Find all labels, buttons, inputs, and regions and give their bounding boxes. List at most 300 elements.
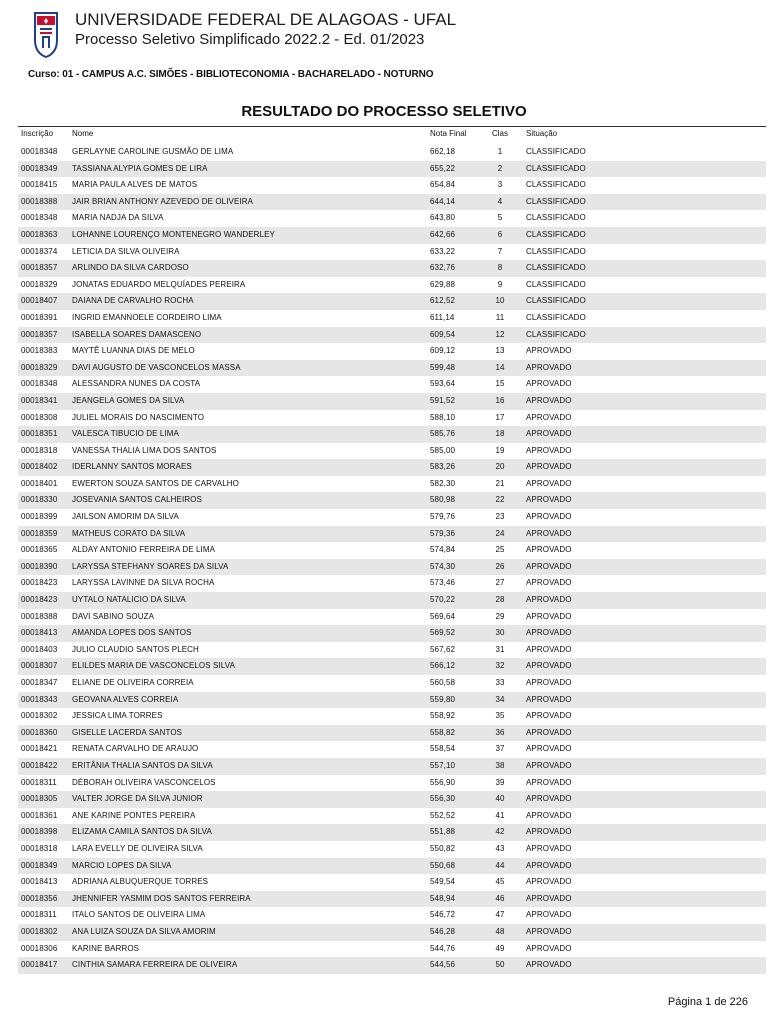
cell-inscricao: 00018388 [21, 196, 58, 206]
table-row [18, 343, 766, 360]
cell-clas: 31 [495, 644, 505, 654]
cell-nota: 569,52 [430, 628, 456, 638]
table-row [18, 658, 766, 675]
col-situacao: Situação [526, 129, 558, 138]
table-row [18, 260, 766, 277]
cell-situacao: APROVADO [526, 478, 572, 488]
cell-nome: ARLINDO DA SILVA CARDOSO [72, 263, 189, 273]
cell-clas: 32 [495, 661, 505, 671]
cell-inscricao: 00018330 [21, 495, 58, 505]
cell-nome: INGRID EMANNOELE CORDEIRO LIMA [72, 312, 222, 322]
cell-inscricao: 00018357 [21, 329, 58, 339]
cell-nota: 585,76 [430, 429, 456, 439]
cell-nome: ELIANE DE OLIVEIRA CORREIA [72, 678, 194, 687]
cell-nome: KARINE BARROS [72, 943, 140, 953]
cell-inscricao: 00018307 [21, 661, 58, 671]
table-row [18, 791, 766, 808]
table-row [18, 874, 766, 891]
cell-situacao: APROVADO [526, 429, 572, 439]
cell-inscricao: 00018318 [21, 445, 58, 455]
cell-nome: TASSIANA ALYPIA GOMES DE LIRA [72, 163, 208, 173]
cell-situacao: APROVADO [526, 843, 572, 853]
cell-clas: 24 [495, 528, 505, 538]
cell-nome: LOHANNE LOURENÇO MONTENEGRO WANDERLEY [72, 229, 275, 239]
cell-situacao: APROVADO [526, 860, 572, 870]
cell-nota: 580,98 [430, 495, 456, 505]
cell-nome: ALESSANDRA NUNES DA COSTA [72, 379, 201, 389]
cell-inscricao: 00018329 [21, 362, 58, 372]
cell-clas: 22 [495, 495, 505, 505]
cell-nota: 544,76 [430, 943, 456, 953]
cell-nota: 558,92 [430, 711, 456, 721]
cell-clas: 9 [497, 279, 503, 289]
cell-inscricao: 00018348 [21, 379, 58, 389]
result-title: RESULTADO DO PROCESSO SELETIVO [241, 103, 527, 120]
cell-inscricao: 00018347 [21, 678, 58, 687]
cell-inscricao: 00018343 [21, 694, 58, 704]
cell-situacao: CLASSIFICADO [526, 147, 586, 156]
cell-situacao: APROVADO [526, 926, 572, 936]
cell-inscricao: 00018348 [21, 213, 58, 223]
cell-situacao: APROVADO [526, 362, 572, 372]
cell-inscricao: 00018359 [21, 528, 58, 538]
cell-nota: 558,54 [430, 744, 456, 754]
cell-clas: 45 [495, 877, 505, 887]
cell-clas: 42 [495, 827, 505, 837]
cell-nome: UYTALO NATALICIO DA SILVA [72, 595, 186, 605]
table-row [18, 559, 766, 576]
cell-nome: DÉBORAH OLIVEIRA VASCONCELOS [72, 777, 216, 787]
cell-clas: 18 [495, 429, 505, 439]
cell-situacao: APROVADO [526, 910, 572, 920]
cell-nota: 642,66 [430, 229, 456, 239]
table-row [18, 360, 766, 377]
cell-situacao: CLASSIFICADO [526, 180, 586, 190]
cell-nota: 567,62 [430, 644, 456, 654]
table-row [18, 161, 766, 178]
cell-clas: 13 [495, 346, 505, 356]
cell-nome: ISABELLA SOARES DAMASCENO [72, 329, 202, 339]
cell-clas: 7 [497, 246, 503, 256]
cell-inscricao: 00018391 [21, 312, 58, 322]
cell-inscricao: 00018348 [21, 147, 58, 156]
cell-nome: MATHEUS CORATO DA SILVA [72, 528, 186, 538]
col-inscricao: Inscrição [21, 129, 54, 138]
cell-inscricao: 00018403 [21, 644, 58, 654]
table-row [18, 907, 766, 924]
cell-situacao: CLASSIFICADO [526, 229, 586, 239]
table-row [18, 410, 766, 427]
cell-nome: JONATAS EDUARDO MELQUÍADES PEREIRA [72, 279, 246, 289]
cell-clas: 37 [495, 744, 505, 754]
cell-situacao: CLASSIFICADO [526, 279, 586, 289]
table-row [18, 891, 766, 908]
cell-nota: 583,26 [430, 462, 456, 472]
col-nome: Nome [72, 129, 94, 138]
cell-nota: 574,84 [430, 545, 456, 555]
cell-situacao: APROVADO [526, 578, 572, 588]
cell-nome: ITALO SANTOS DE OLIVEIRA LIMA [72, 910, 206, 920]
cell-inscricao: 00018360 [21, 727, 58, 737]
cell-situacao: APROVADO [526, 678, 572, 687]
header-titles [75, 10, 456, 49]
cell-inscricao: 00018423 [21, 595, 58, 605]
cell-inscricao: 00018390 [21, 561, 58, 571]
cell-nota: 557,10 [430, 760, 456, 770]
table-row [18, 194, 766, 211]
cell-clas: 8 [497, 263, 503, 273]
cell-nota: 612,52 [430, 296, 456, 306]
cell-situacao: APROVADO [526, 744, 572, 754]
table-row [18, 708, 766, 725]
cell-nome: ANA LUIZA SOUZA DA SILVA AMORIM [72, 926, 216, 936]
cell-inscricao: 00018402 [21, 462, 58, 472]
cell-inscricao: 00018341 [21, 395, 58, 405]
cell-nome: CINTHIA SAMARA FERREIRA DE OLIVEIRA [72, 960, 238, 970]
cell-nota: 654,84 [430, 180, 456, 190]
cell-clas: 28 [495, 595, 505, 605]
cell-clas: 23 [495, 512, 505, 522]
cell-inscricao: 00018361 [21, 810, 58, 820]
cell-inscricao: 00018356 [21, 893, 58, 903]
cell-situacao: APROVADO [526, 495, 572, 505]
cell-inscricao: 00018399 [21, 512, 58, 522]
cell-clas: 19 [495, 445, 505, 455]
cell-clas: 47 [495, 910, 505, 920]
table-header [18, 127, 766, 142]
table-row [18, 675, 766, 692]
cell-situacao: APROVADO [526, 628, 572, 638]
cell-nome: ERITÂNIA THALIA SANTOS DA SILVA [72, 760, 213, 770]
cell-inscricao: 00018306 [21, 943, 58, 953]
cell-nota: 550,68 [430, 860, 456, 870]
cell-inscricao: 00018363 [21, 229, 58, 239]
cell-situacao: CLASSIFICADO [526, 312, 586, 322]
cell-situacao: APROVADO [526, 694, 572, 704]
cell-nome: LARYSSA STEFHANY SOARES DA SILVA [72, 561, 229, 571]
cell-clas: 44 [495, 860, 505, 870]
cell-inscricao: 00018302 [21, 711, 58, 721]
cell-clas: 39 [495, 777, 505, 787]
cell-nome: MARIA PAULA ALVES DE MATOS [72, 180, 198, 190]
cell-nome: LETICIA DA SILVA OLIVEIRA [72, 246, 180, 256]
cell-inscricao: 00018365 [21, 545, 58, 555]
cell-situacao: CLASSIFICADO [526, 329, 586, 339]
cell-nota: 633,22 [430, 246, 456, 256]
cell-nome: VANESSA THALIA LIMA DOS SANTOS [72, 445, 217, 455]
cell-nota: 566,12 [430, 661, 456, 671]
table-row [18, 941, 766, 958]
table-row [18, 957, 766, 974]
cell-inscricao: 00018398 [21, 827, 58, 837]
cell-situacao: APROVADO [526, 760, 572, 770]
table-row [18, 642, 766, 659]
cell-inscricao: 00018413 [21, 877, 58, 887]
cell-nota: 582,30 [430, 478, 456, 488]
cell-clas: 2 [497, 163, 503, 173]
cell-nota: 643,80 [430, 213, 456, 223]
cell-nota: 599,48 [430, 362, 456, 372]
table-row [18, 808, 766, 825]
cell-clas: 36 [495, 727, 505, 737]
cell-clas: 34 [495, 694, 505, 704]
cell-clas: 38 [495, 760, 505, 770]
cell-clas: 43 [495, 843, 505, 853]
cell-nota: 552,52 [430, 810, 456, 820]
cell-situacao: APROVADO [526, 810, 572, 820]
cell-clas: 25 [495, 545, 505, 555]
cell-clas: 5 [497, 213, 503, 223]
table-row [18, 277, 766, 294]
cell-nome: DAVI SABINO SOUZA [72, 611, 155, 621]
table-row [18, 924, 766, 941]
cell-nome: DAVI AUGUSTO DE VASCONCELOS MASSA [72, 362, 241, 372]
cell-clas: 3 [497, 180, 503, 190]
table-row [18, 741, 766, 758]
cell-inscricao: 00018383 [21, 346, 58, 356]
cell-nota: 546,72 [430, 910, 456, 920]
cell-situacao: APROVADO [526, 960, 572, 970]
table-row [18, 725, 766, 742]
cell-situacao: APROVADO [526, 346, 572, 356]
table-row [18, 841, 766, 858]
table-row [18, 376, 766, 393]
cell-nome: JESSICA LIMA TORRES [72, 711, 163, 721]
cell-situacao: APROVADO [526, 545, 572, 555]
cell-inscricao: 00018401 [21, 478, 58, 488]
cell-nome: JEANGELA GOMES DA SILVA [72, 395, 185, 405]
cell-situacao: APROVADO [526, 661, 572, 671]
cell-nome: JOSEVANIA SANTOS CALHEIROS [72, 495, 202, 505]
cell-nome: JAIR BRIAN ANTHONY AZEVEDO DE OLIVEIRA [72, 196, 254, 206]
cell-clas: 40 [495, 794, 505, 804]
course-line: Curso: 01 - CAMPUS A.C. SIMÕES - BIBLIOTECONOMIA - BACHARELADO - NOTURNO [28, 69, 434, 80]
table-row [18, 592, 766, 609]
university-name: UNIVERSIDADE FEDERAL DE ALAGOAS - UFAL [75, 10, 457, 29]
cell-inscricao: 00018413 [21, 628, 58, 638]
cell-nota: 558,82 [430, 727, 456, 737]
table-row [18, 459, 766, 476]
cell-nota: 569,64 [430, 611, 456, 621]
cell-nota: 629,88 [430, 279, 456, 289]
cell-nome: ADRIANA ALBUQUERQUE TORRES [72, 877, 209, 887]
cell-clas: 27 [495, 578, 505, 588]
cell-nome: ELIZAMA CAMILA SANTOS DA SILVA [72, 827, 212, 837]
cell-situacao: APROVADO [526, 561, 572, 571]
cell-nota: 632,76 [430, 263, 456, 273]
cell-clas: 21 [495, 478, 505, 488]
cell-situacao: APROVADO [526, 877, 572, 887]
table-row [18, 426, 766, 443]
cell-inscricao: 00018308 [21, 412, 58, 422]
cell-inscricao: 00018421 [21, 744, 58, 754]
cell-nome: GEOVANA ALVES CORREIA [72, 694, 179, 704]
cell-inscricao: 00018388 [21, 611, 58, 621]
cell-clas: 30 [495, 628, 505, 638]
table-row [18, 542, 766, 559]
cell-clas: 35 [495, 711, 505, 721]
cell-nota: 549,54 [430, 877, 456, 887]
table-row [18, 327, 766, 344]
table-row [18, 393, 766, 410]
cell-nota: 588,10 [430, 412, 456, 422]
cell-nota: 548,94 [430, 893, 456, 903]
table-row [18, 775, 766, 792]
cell-situacao: APROVADO [526, 595, 572, 605]
cell-nota: 550,82 [430, 843, 456, 853]
cell-nota: 609,54 [430, 329, 456, 339]
cell-clas: 48 [495, 926, 505, 936]
cell-clas: 15 [495, 379, 505, 389]
cell-nota: 662,18 [430, 147, 456, 156]
cell-situacao: APROVADO [526, 943, 572, 953]
table-row [18, 758, 766, 775]
cell-situacao: APROVADO [526, 412, 572, 422]
col-clas: Clas [491, 129, 508, 138]
cell-nome: GERLAYNE CAROLINE GUSMÃO DE LIMA [72, 147, 234, 156]
cell-nota: 544,56 [430, 960, 456, 970]
table-row [18, 526, 766, 543]
cell-situacao: APROVADO [526, 827, 572, 837]
cell-situacao: APROVADO [526, 727, 572, 737]
table-row [18, 509, 766, 526]
cell-nome: IDERLANNY SANTOS MORAES [72, 462, 192, 472]
table-row [18, 575, 766, 592]
cell-clas: 26 [495, 561, 505, 571]
cell-nota: 644,14 [430, 196, 456, 206]
cell-inscricao: 00018329 [21, 279, 58, 289]
cell-clas: 11 [495, 312, 505, 322]
cell-nome: MAYTÊ LUANNA DIAS DE MELO [72, 346, 195, 356]
cell-nome: ANE KARINE PONTES PEREIRA [72, 810, 196, 820]
cell-clas: 29 [495, 611, 505, 621]
cell-situacao: CLASSIFICADO [526, 296, 586, 306]
cell-situacao: APROVADO [526, 462, 572, 472]
table-row [18, 443, 766, 460]
cell-nome: RENATA CARVALHO DE ARAUJO [72, 744, 199, 754]
table-row [18, 824, 766, 841]
cell-situacao: APROVADO [526, 777, 572, 787]
cell-inscricao: 00018311 [21, 910, 57, 920]
cell-nota: 573,46 [430, 578, 456, 588]
results-table [18, 144, 766, 974]
cell-situacao: CLASSIFICADO [526, 213, 586, 223]
cell-clas: 12 [495, 329, 505, 339]
cell-nota: 551,88 [430, 827, 456, 837]
cell-nota: 560,58 [430, 678, 456, 687]
cell-situacao: APROVADO [526, 794, 572, 804]
cell-inscricao: 00018349 [21, 163, 58, 173]
cell-nota: 655,22 [430, 163, 456, 173]
cell-inscricao: 00018374 [21, 246, 58, 256]
table-row [18, 293, 766, 310]
cell-inscricao: 00018407 [21, 296, 58, 306]
cell-nota: 574,30 [430, 561, 456, 571]
cell-clas: 46 [495, 893, 505, 903]
cell-nome: ALDAY ANTONIO FERREIRA DE LIMA [72, 545, 216, 555]
cell-nome: AMANDA LOPES DOS SANTOS [72, 628, 192, 638]
cell-clas: 10 [495, 296, 505, 306]
cell-clas: 16 [495, 395, 505, 405]
document-header [31, 10, 456, 62]
cell-nome: DAIANA DE CARVALHO ROCHA [72, 296, 194, 306]
cell-nota: 591,52 [430, 395, 456, 405]
cell-nome: LARA EVELLY DE OLIVEIRA SILVA [72, 843, 203, 853]
cell-nota: 556,90 [430, 777, 456, 787]
cell-situacao: CLASSIFICADO [526, 246, 586, 256]
cell-nota: 559,80 [430, 694, 456, 704]
cell-nome: VALTER JORGE DA SILVA JUNIOR [72, 794, 203, 804]
cell-nota: 570,22 [430, 595, 456, 605]
cell-nota: 579,36 [430, 528, 456, 538]
cell-nota: 546,28 [430, 926, 456, 936]
cell-nota: 611,14 [430, 312, 455, 322]
cell-clas: 14 [495, 362, 505, 372]
cell-clas: 17 [495, 412, 505, 422]
table-row [18, 177, 766, 194]
cell-situacao: APROVADO [526, 711, 572, 721]
cell-nota: 609,12 [430, 346, 456, 356]
ufal-crest-icon [31, 10, 61, 60]
cell-situacao: APROVADO [526, 512, 572, 522]
table-row [18, 492, 766, 509]
cell-inscricao: 00018357 [21, 263, 58, 273]
cell-clas: 1 [497, 147, 503, 156]
cell-nota: 579,76 [430, 512, 456, 522]
cell-nome: ELILDES MARIA DE VASCONCELOS SILVA [72, 661, 236, 671]
cell-situacao: APROVADO [526, 644, 572, 654]
cell-inscricao: 00018351 [21, 429, 58, 439]
table-row [18, 476, 766, 493]
cell-situacao: APROVADO [526, 893, 572, 903]
cell-clas: 33 [495, 678, 505, 687]
table-row [18, 310, 766, 327]
table-row [18, 210, 766, 227]
cell-inscricao: 00018305 [21, 794, 58, 804]
cell-nome: EWERTON SOUZA SANTOS DE CARVALHO [72, 478, 239, 488]
cell-nome: JULIEL MORAIS DO NASCIMENTO [72, 412, 205, 422]
table-row [18, 858, 766, 875]
cell-nome: JULIO CLAUDIO SANTOS PLECH [72, 644, 199, 654]
table-row [18, 227, 766, 244]
cell-clas: 50 [495, 960, 505, 970]
cell-clas: 49 [495, 943, 505, 953]
cell-inscricao: 00018423 [21, 578, 58, 588]
col-nota-final: Nota Final [430, 129, 467, 138]
cell-nota: 585,00 [430, 445, 456, 455]
table-row [18, 609, 766, 626]
cell-nome: LARYSSA LAVINNE DA SILVA ROCHA [72, 578, 215, 588]
table-row [18, 244, 766, 261]
cell-inscricao: 00018349 [21, 860, 58, 870]
cell-inscricao: 00018417 [21, 960, 58, 970]
page-number: Página 1 de 226 [667, 996, 748, 1008]
cell-nome: MARCIO LOPES DA SILVA [72, 860, 172, 870]
table-row [18, 144, 766, 161]
cell-situacao: APROVADO [526, 611, 572, 621]
cell-nome: JHENNIFER YASMIM DOS SANTOS FERREIRA [72, 893, 251, 903]
cell-situacao: CLASSIFICADO [526, 263, 586, 273]
cell-situacao: APROVADO [526, 379, 572, 389]
cell-situacao: CLASSIFICADO [526, 196, 586, 206]
cell-situacao: CLASSIFICADO [526, 163, 586, 173]
cell-inscricao: 00018422 [21, 760, 58, 770]
cell-nome: JAILSON AMORIM DA SILVA [72, 512, 179, 522]
cell-inscricao: 00018311 [21, 777, 57, 787]
process-name: Processo Seletivo Simplificado 2022.2 - Ed. 01/2023 [75, 31, 425, 48]
cell-nome: VALESCA TIBUCIO DE LIMA [72, 429, 179, 439]
cell-inscricao: 00018415 [21, 180, 58, 190]
